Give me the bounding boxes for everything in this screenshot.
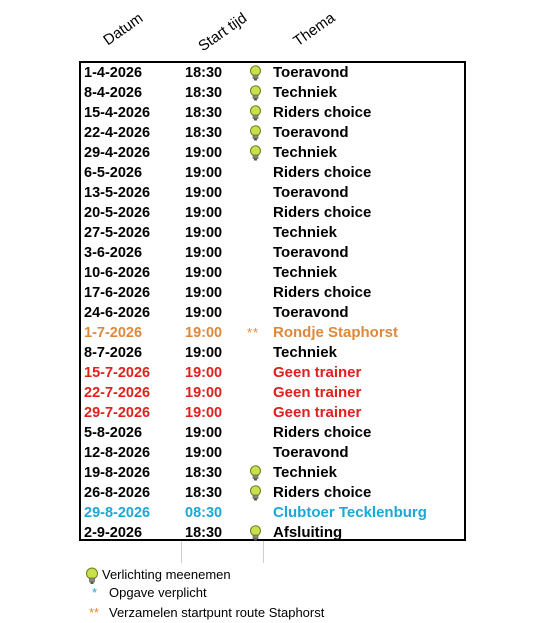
row-start-time: 19:00 (185, 445, 223, 461)
column-divider (263, 541, 264, 563)
row-marker-empty (247, 403, 263, 423)
row-date: 2-9-2026 (84, 525, 143, 541)
row-theme: Riders choice (273, 204, 372, 221)
row-theme: Techniek (273, 464, 337, 481)
row-theme: Geen trainer (273, 404, 362, 421)
row-theme: Techniek (273, 264, 337, 281)
row-marker-empty (247, 183, 263, 203)
header-start-tijd: Start tijd (195, 9, 251, 55)
row-marker-empty (247, 503, 263, 523)
row-start-time: 18:30 (185, 105, 223, 121)
row-start-time: 19:00 (185, 265, 223, 281)
lightbulb-icon (247, 63, 263, 83)
header-thema: Thema (290, 9, 339, 50)
row-date: 10-6-2026 (84, 265, 151, 281)
row-start-time: 19:00 (185, 145, 223, 161)
row-date: 8-4-2026 (84, 85, 143, 101)
row-theme: Techniek (273, 344, 337, 361)
row-theme: Techniek (273, 224, 337, 241)
row-theme: Toeravond (273, 444, 349, 461)
legend-bulb-text: Verlichting meenemen (102, 567, 231, 582)
row-marker-empty (247, 243, 263, 263)
row-start-time: 18:30 (185, 525, 223, 541)
table-row (81, 463, 464, 483)
row-marker-empty (247, 343, 263, 363)
row-date: 26-8-2026 (84, 485, 151, 501)
row-theme: Techniek (273, 84, 337, 101)
table-row (81, 443, 464, 463)
table-row (81, 423, 464, 443)
row-start-time: 19:00 (185, 225, 223, 241)
row-start-time: 19:00 (185, 205, 223, 221)
row-marker-empty (247, 423, 263, 443)
header-datum: Datum (100, 9, 147, 49)
row-start-time: 19:00 (185, 325, 223, 341)
column-divider (181, 541, 182, 563)
row-marker-empty (247, 263, 263, 283)
row-theme: Riders choice (273, 484, 372, 501)
row-date: 24-6-2026 (84, 305, 151, 321)
row-theme: Toeravond (273, 244, 349, 261)
row-start-time: 19:00 (185, 425, 223, 441)
row-start-time: 18:30 (185, 85, 223, 101)
table-row (81, 383, 464, 403)
row-start-time: 18:30 (185, 125, 223, 141)
row-theme: Geen trainer (273, 364, 362, 381)
row-start-time: 19:00 (185, 305, 223, 321)
row-start-time: 19:00 (185, 185, 223, 201)
row-date: 1-4-2026 (84, 65, 143, 81)
legend-double-star-text: Verzamelen startpunt route Staphorst (109, 605, 325, 620)
table-row (81, 503, 464, 523)
row-start-time: 19:00 (185, 405, 223, 421)
row-start-time: 18:30 (185, 485, 223, 501)
row-date: 22-4-2026 (84, 125, 151, 141)
table-row (81, 343, 464, 363)
row-date: 5-8-2026 (84, 425, 143, 441)
row-theme: Clubtoer Tecklenburg (273, 504, 427, 521)
table-row (81, 263, 464, 283)
row-date: 13-5-2026 (84, 185, 151, 201)
legend-star-text: Opgave verplicht (109, 585, 207, 600)
row-theme: Afsluiting (273, 524, 343, 541)
row-theme: Riders choice (273, 424, 372, 441)
table-row (81, 63, 464, 83)
legend-double-star-symbol: ** (89, 605, 100, 620)
row-date: 29-7-2026 (84, 405, 151, 421)
row-start-time: 18:30 (185, 65, 223, 81)
row-start-time: 19:00 (185, 385, 223, 401)
table-row (81, 283, 464, 303)
lightbulb-icon (247, 83, 263, 103)
lightbulb-icon (247, 103, 263, 123)
row-date: 6-5-2026 (84, 165, 143, 181)
lightbulb-icon (247, 143, 263, 163)
row-marker-empty (247, 223, 263, 243)
row-marker-empty (247, 283, 263, 303)
lightbulb-icon (247, 463, 263, 483)
row-date: 15-7-2026 (84, 365, 151, 381)
row-marker-empty (247, 383, 263, 403)
table-row (81, 123, 464, 143)
row-date: 3-6-2026 (84, 245, 143, 261)
legend-star-symbol: * (92, 585, 98, 600)
table-row (81, 243, 464, 263)
row-date: 1-7-2026 (84, 325, 143, 341)
row-date: 15-4-2026 (84, 105, 151, 121)
table-row (81, 143, 464, 163)
lightbulb-icon (247, 523, 263, 543)
row-date: 19-8-2026 (84, 465, 151, 481)
row-date: 12-8-2026 (84, 445, 151, 461)
row-date: 20-5-2026 (84, 205, 151, 221)
row-theme: Toeravond (273, 184, 349, 201)
row-start-time: 19:00 (185, 165, 223, 181)
row-marker-empty (247, 443, 263, 463)
row-date: 27-5-2026 (84, 225, 151, 241)
table-row (81, 203, 464, 223)
row-date: 29-8-2026 (84, 505, 151, 521)
row-marker-empty (247, 363, 263, 383)
row-theme: Rondje Staphorst (273, 324, 399, 341)
row-theme: Toeravond (273, 124, 349, 141)
table-row (81, 303, 464, 323)
row-theme: Riders choice (273, 284, 372, 301)
row-theme: Techniek (273, 144, 337, 161)
row-date: 8-7-2026 (84, 345, 143, 361)
row-marker-empty (247, 163, 263, 183)
lightbulb-icon (247, 483, 263, 503)
row-start-time: 19:00 (185, 345, 223, 361)
lightbulb-icon (247, 123, 263, 143)
table-row (81, 483, 464, 503)
row-marker-empty (247, 303, 263, 323)
table-row (81, 403, 464, 423)
table-row (81, 223, 464, 243)
row-date: 29-4-2026 (84, 145, 151, 161)
table-row (81, 163, 464, 183)
row-date: 17-6-2026 (84, 285, 151, 301)
row-date: 22-7-2026 (84, 385, 151, 401)
marker-stars: ** (247, 325, 260, 340)
row-theme: Riders choice (273, 164, 372, 181)
schedule-table (79, 61, 466, 541)
table-row (81, 363, 464, 383)
table-row (81, 323, 464, 343)
table-row (81, 83, 464, 103)
row-marker (247, 323, 263, 343)
table-row (81, 183, 464, 203)
row-start-time: 19:00 (185, 285, 223, 301)
table-row (81, 103, 464, 123)
row-start-time: 19:00 (185, 365, 223, 381)
row-theme: Toeravond (273, 64, 349, 81)
row-start-time: 08:30 (185, 505, 223, 521)
row-theme: Toeravond (273, 304, 349, 321)
row-start-time: 19:00 (185, 245, 223, 261)
table-row (81, 523, 464, 543)
row-start-time: 18:30 (185, 465, 223, 481)
row-marker-empty (247, 203, 263, 223)
row-theme: Geen trainer (273, 384, 362, 401)
row-theme: Riders choice (273, 104, 372, 121)
